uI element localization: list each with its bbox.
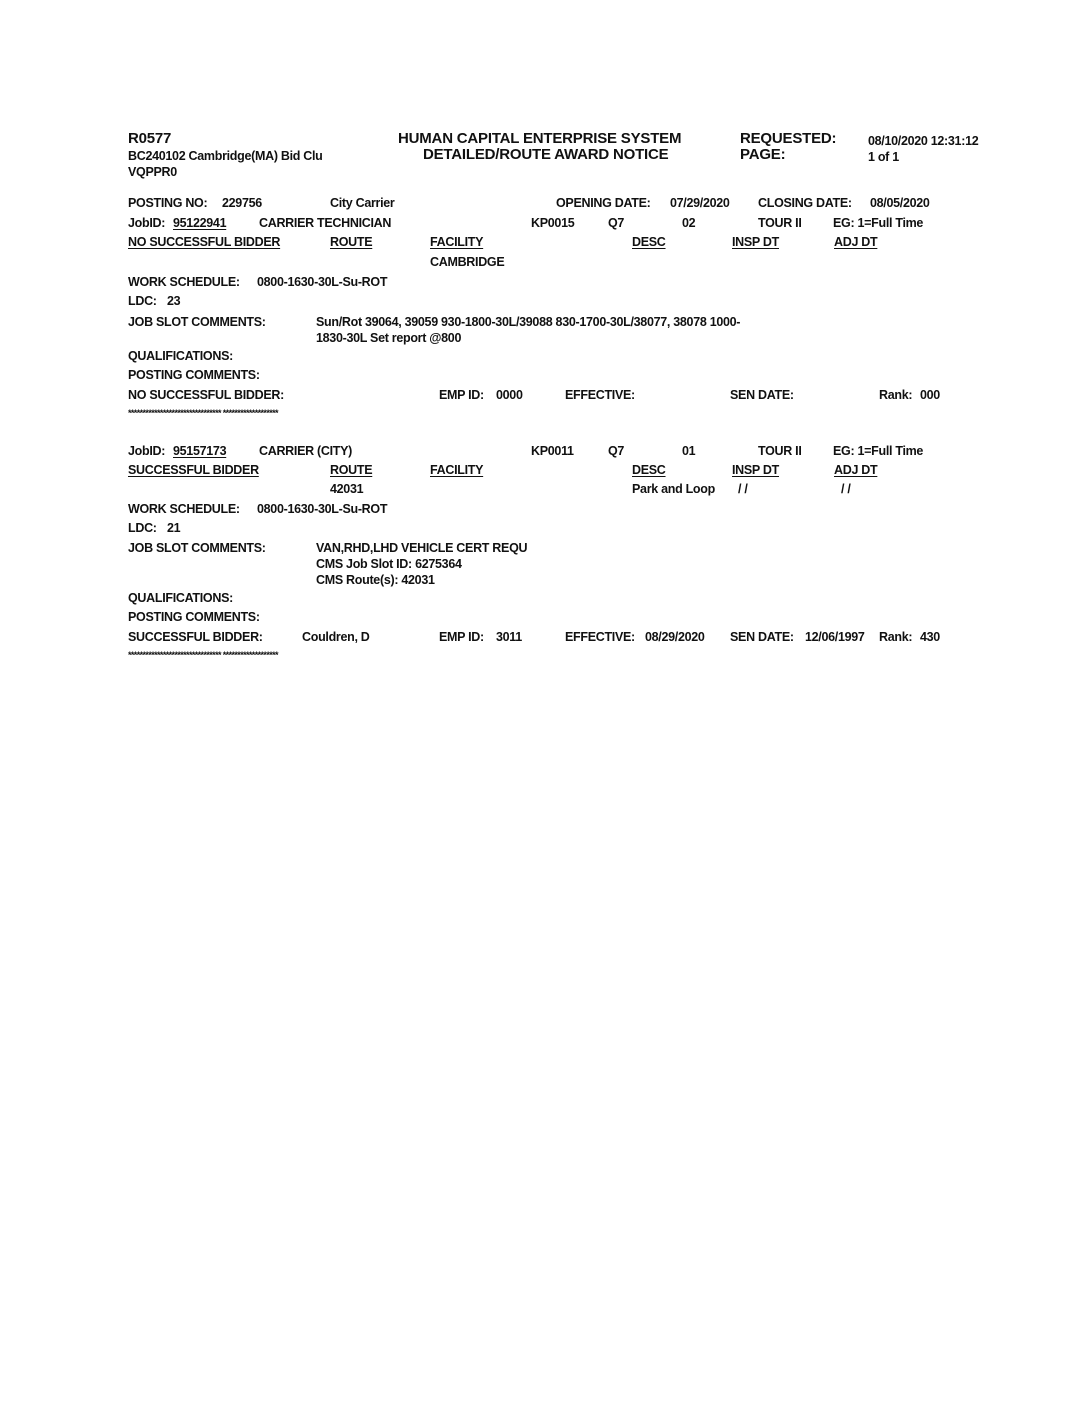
bidder-label: NO SUCCESSFUL BIDDER: bbox=[128, 388, 284, 402]
report-id: R0577 bbox=[128, 130, 172, 147]
bidder-name: Couldren, D bbox=[302, 630, 370, 644]
qualifications-label: QUALIFICATIONS: bbox=[128, 349, 233, 363]
ldc-value: 23 bbox=[167, 294, 181, 308]
craft: City Carrier bbox=[330, 196, 395, 210]
route-header: ROUTE bbox=[330, 463, 373, 477]
work-schedule-label: WORK SCHEDULE: bbox=[128, 275, 240, 289]
job-slot-comments-label: JOB SLOT COMMENTS: bbox=[128, 541, 266, 555]
sen-date-value: 12/06/1997 bbox=[805, 630, 865, 644]
bidder-header: SUCCESSFUL BIDDER bbox=[128, 463, 259, 477]
bidder-label: SUCCESSFUL BIDDER: bbox=[128, 630, 263, 644]
adj-dt-header: ADJ DT bbox=[834, 463, 878, 477]
closing-date-label: CLOSING DATE: bbox=[758, 196, 852, 210]
rank-label: Rank: bbox=[879, 388, 913, 402]
sen-date-label: SEN DATE: bbox=[730, 630, 794, 644]
q-code: Q7 bbox=[608, 216, 625, 230]
route-header: ROUTE bbox=[330, 235, 373, 249]
job-slot-comment-line: 1830-30L Set report @800 bbox=[316, 331, 462, 345]
kp-code: KP0011 bbox=[531, 444, 574, 458]
emp-id-label: EMP ID: bbox=[439, 630, 484, 644]
level: 02 bbox=[682, 216, 696, 230]
desc-header: DESC bbox=[632, 235, 666, 249]
job-slot-comment-line: Sun/Rot 39064, 39059 930-1800-30L/39088 830-1700-30L/38077, 38078 1000- bbox=[316, 315, 741, 329]
q-code: Q7 bbox=[608, 444, 625, 458]
posting-comments-label: POSTING COMMENTS: bbox=[128, 368, 260, 382]
adj-dt-header: ADJ DT bbox=[834, 235, 878, 249]
opening-date-label: OPENING DATE: bbox=[556, 196, 651, 210]
adj-dt-value: / / bbox=[841, 482, 851, 496]
qualifications-label: QUALIFICATIONS: bbox=[128, 591, 233, 605]
effective-label: EFFECTIVE: bbox=[565, 388, 635, 402]
desc-value: Park and Loop bbox=[632, 482, 715, 496]
closing-date: 08/05/2020 bbox=[870, 196, 930, 210]
ldc-label: LDC: bbox=[128, 294, 157, 308]
system-title: HUMAN CAPITAL ENTERPRISE SYSTEM bbox=[398, 130, 682, 147]
notice-title: DETAILED/ROUTE AWARD NOTICE bbox=[423, 146, 669, 163]
work-schedule-value: 0800-1630-30L-Su-ROT bbox=[257, 275, 388, 289]
rank-value: 430 bbox=[920, 630, 940, 644]
ldc-value: 21 bbox=[167, 521, 181, 535]
job-slot-comment-line: VAN,RHD,LHD VEHICLE CERT REQU bbox=[316, 541, 528, 555]
posting-comments-label: POSTING COMMENTS: bbox=[128, 610, 260, 624]
work-schedule-value: 0800-1630-30L-Su-ROT bbox=[257, 502, 388, 516]
work-schedule-label: WORK SCHEDULE: bbox=[128, 502, 240, 516]
posting-no: 229756 bbox=[222, 196, 262, 210]
emp-id-label: EMP ID: bbox=[439, 388, 484, 402]
level: 01 bbox=[682, 444, 696, 458]
job-id: 95122941 bbox=[173, 216, 227, 230]
tour: TOUR II bbox=[758, 444, 802, 458]
eg-status: EG: 1=Full Time bbox=[833, 216, 924, 230]
job-title: CARRIER (CITY) bbox=[259, 444, 353, 458]
bidder-header: NO SUCCESSFUL BIDDER bbox=[128, 235, 281, 249]
job-slot-comments-label: JOB SLOT COMMENTS: bbox=[128, 315, 266, 329]
eg-status: EG: 1=Full Time bbox=[833, 444, 924, 458]
effective-value: 08/29/2020 bbox=[645, 630, 705, 644]
opening-date: 07/29/2020 bbox=[670, 196, 730, 210]
separator: ******************************** ******************* bbox=[128, 650, 278, 660]
route-value: 42031 bbox=[330, 482, 364, 496]
job-id: 95157173 bbox=[173, 444, 227, 458]
requested-value: 08/10/2020 12:31:12 bbox=[868, 134, 979, 148]
page-label: PAGE: bbox=[740, 146, 786, 163]
job-slot-comment-line: CMS Job Slot ID: 6275364 bbox=[316, 557, 462, 571]
program-code: VQPPR0 bbox=[128, 165, 177, 179]
insp-dt-header: INSP DT bbox=[732, 235, 779, 249]
insp-dt-header: INSP DT bbox=[732, 463, 779, 477]
requested-label: REQUESTED: bbox=[740, 130, 837, 147]
desc-header: DESC bbox=[632, 463, 666, 477]
effective-label: EFFECTIVE: bbox=[565, 630, 635, 644]
insp-dt-value: / / bbox=[738, 482, 748, 496]
rank-label: Rank: bbox=[879, 630, 913, 644]
sen-date-label: SEN DATE: bbox=[730, 388, 794, 402]
separator: ******************************** ******************* bbox=[128, 408, 278, 418]
page-value: 1 of 1 bbox=[868, 150, 899, 164]
kp-code: KP0015 bbox=[531, 216, 575, 230]
job-title: CARRIER TECHNICIAN bbox=[259, 216, 392, 230]
facility-value: CAMBRIDGE bbox=[430, 255, 505, 269]
jobid-label: JobID: bbox=[128, 216, 166, 230]
unit-name: BC240102 Cambridge(MA) Bid Clu bbox=[128, 149, 323, 163]
emp-id-value: 0000 bbox=[496, 388, 523, 402]
facility-header: FACILITY bbox=[430, 235, 484, 249]
posting-no-label: POSTING NO: bbox=[128, 196, 208, 210]
job-slot-comment-line: CMS Route(s): 42031 bbox=[316, 573, 435, 587]
emp-id-value: 3011 bbox=[496, 630, 522, 644]
jobid-label: JobID: bbox=[128, 444, 166, 458]
rank-value: 000 bbox=[920, 388, 940, 402]
facility-header: FACILITY bbox=[430, 463, 484, 477]
ldc-label: LDC: bbox=[128, 521, 157, 535]
tour: TOUR II bbox=[758, 216, 802, 230]
